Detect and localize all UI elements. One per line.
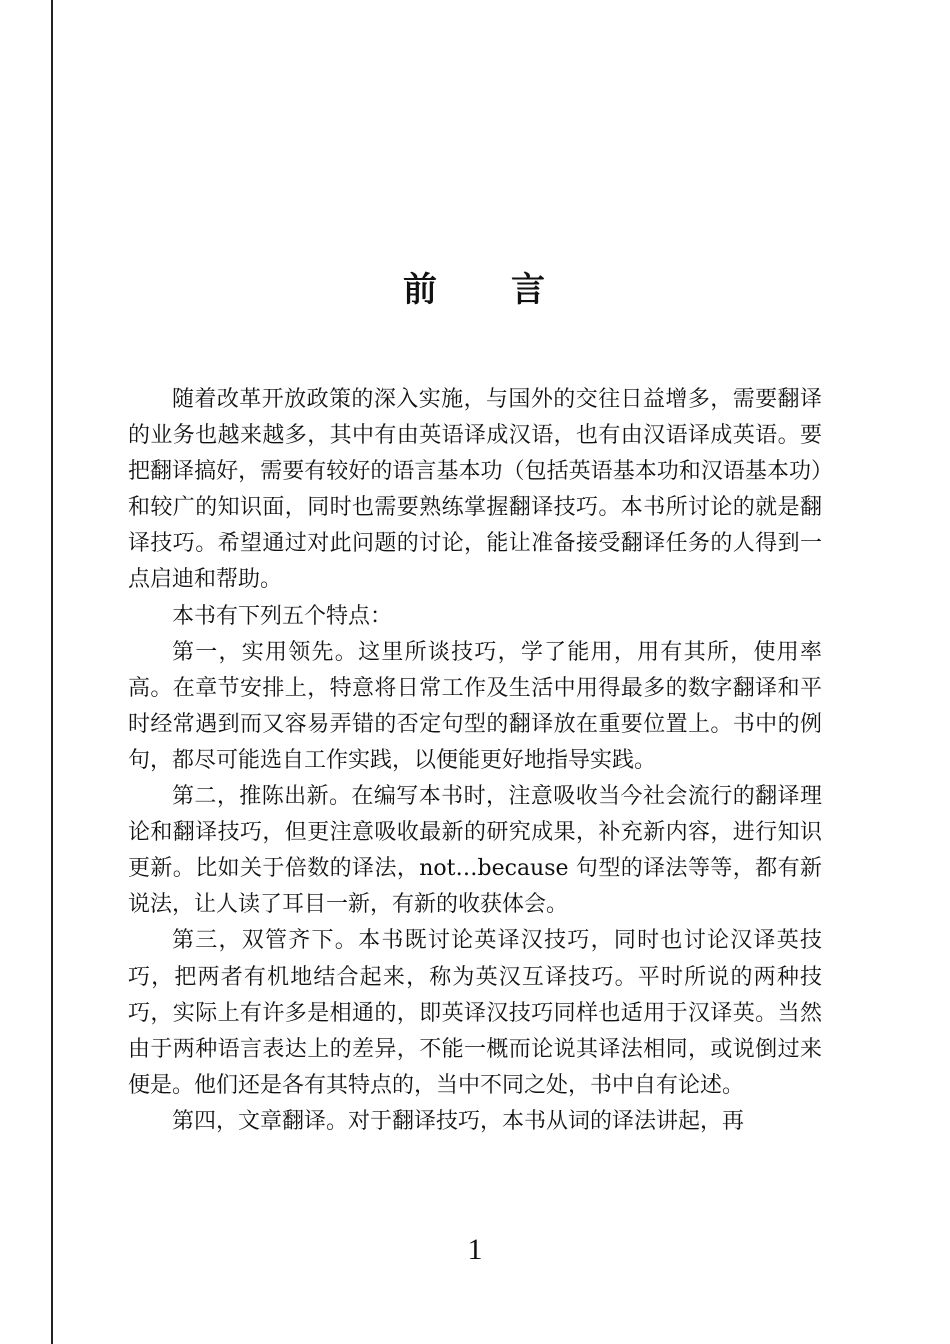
paragraph-feature-4: 第四，文章翻译。对于翻译技巧，本书从词的译法讲起，再 — [172, 1108, 745, 1134]
paragraph-feature-2: 第二，推陈出新。在编写本书时，注意吸收当今社会流行的翻译理论和翻译技巧，但更注意吸收最新的研究成果，补充新内容，进行知识更新。比如关于倍数的译法，not…because 句型的译法等等，都有新说法，让人读了耳目一新，有新的收获体会。 — [128, 784, 822, 918]
paragraph-features-lead: 本书有下列五个特点： — [172, 603, 393, 629]
page-number: 1 — [467, 1233, 483, 1266]
page-title — [0, 266, 950, 314]
title-char-2: 言 — [511, 270, 547, 310]
paragraph-feature-1: 第一，实用领先。这里所谈技巧，学了能用，用有其所，使用率高。在章节安排上，特意将日常工作及生活中用得最多的数字翻译和平时经常遇到而又容易弄错的否定句型的翻译放在重要位置上。书中的例句，都尽可能选自工作实践，以便能更好地指导实践。 — [128, 639, 822, 773]
paragraph-intro: 随着改革开放政策的深入实施，与国外的交往日益增多，需要翻译的业务也越来越多，其中有由英语译成汉语，也有由汉语译成英语。要把翻译搞好，需要有较好的语言基本功（包括英语基本功和汉语基本功）和较广的知识面，同时也需要熟练掌握翻译技巧。本书所讨论的就是翻译技巧。希望通过对此问题的讨论，能让准备接受翻译任务的人得到一点启迪和帮助。 — [128, 387, 822, 593]
paragraph-feature-3: 第三，双管齐下。本书既讨论英译汉技巧，同时也讨论汉译英技巧，把两者有机地结合起来，称为英汉互译技巧。平时所说的两种技巧，实际上有许多是相通的，即英译汉技巧同样也适用于汉译英。当然由于两种语言表达上的差异，不能一概而论说其译法相同，或说倒过来便是。他们还是各有其特点的，当中不同之处，书中自有论述。 — [128, 928, 822, 1098]
body-text — [128, 382, 822, 1140]
binding-margin-line — [51, 0, 53, 1344]
title-char-1: 前 — [403, 270, 439, 310]
